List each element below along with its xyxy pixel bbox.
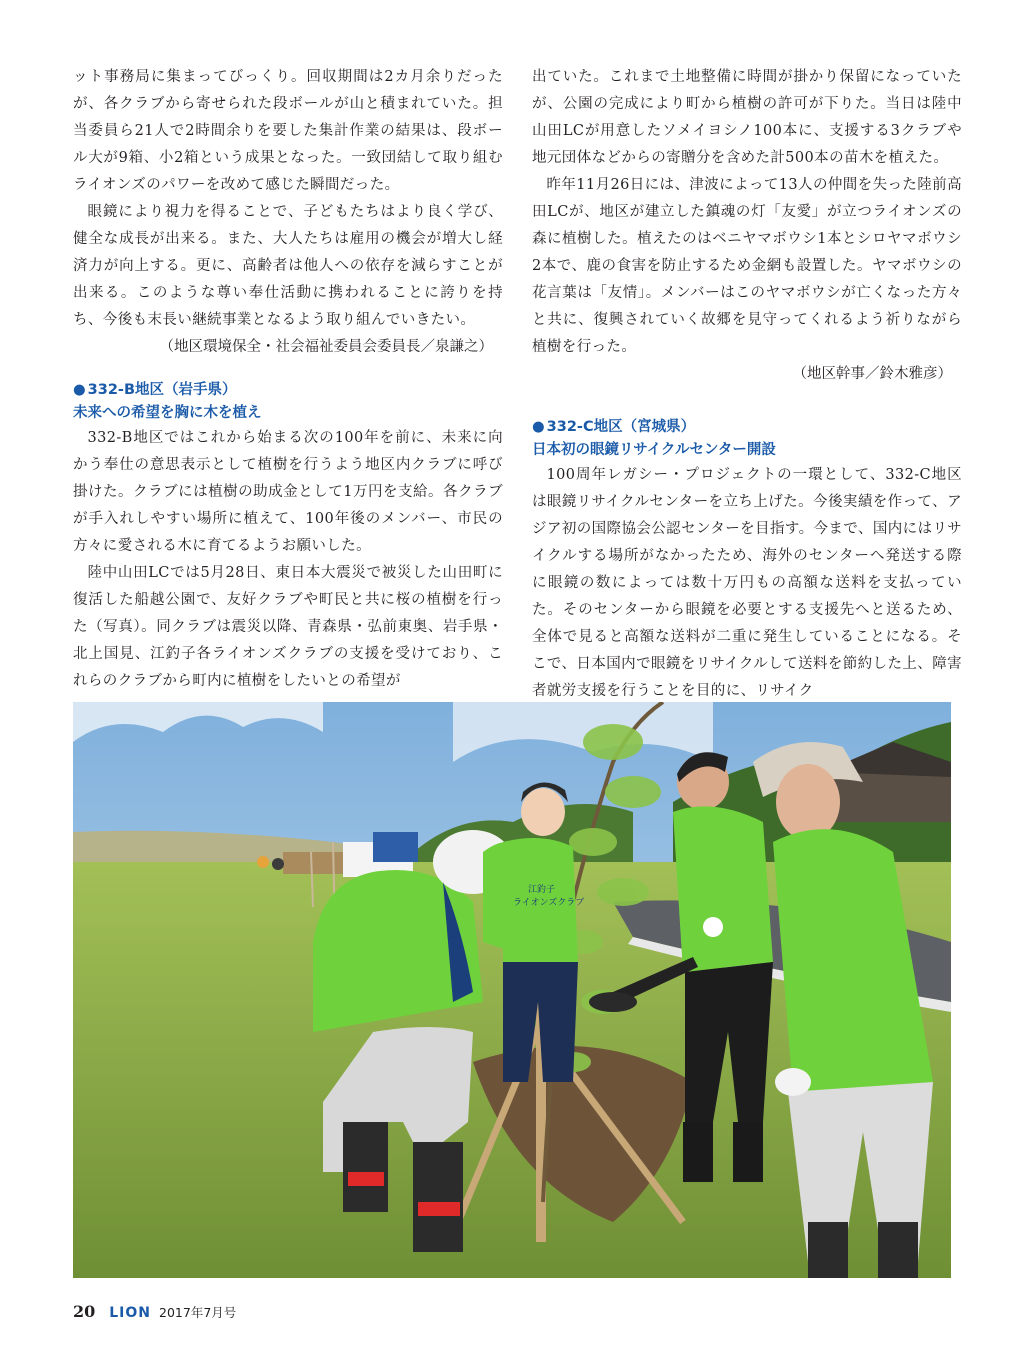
section-title: 未来への希望を胸に木を植え	[73, 405, 262, 421]
page-number: 20	[73, 1302, 96, 1321]
section-district-heading: ● 332-B地区（岩手県）	[73, 382, 237, 398]
body-paragraph: 出ていた。これまで土地整備に時間が掛かり保留になっていたが、公園の完成により町から植樹の許可が下りた。当日は陸中山田LCが用意したソメイヨシノ100本に、支援する3クラブや地元団体などからの寄贈分を含めた計500本の苗木を植えた。	[532, 69, 962, 166]
body-paragraph: 100周年レガシー・プロジェクトの一環として、332-C地区は眼鏡リサイクルセンターを立ち上げた。今後実績を作って、アジア初の国際協会公認センターを目指す。今まで、国内にはリサイクルする場所がなかったため、海外のセンターへ発送する際に眼鏡の数によっては数十万円もの高額な送料を支払っていた。そのセンターから眼鏡を必要とする支援先へと送るため、全体で見ると高額な送料が二重に発生していることになる。そこで、日本国内で眼鏡をリサイクルして送料を節約した上、障害者就労支援を行うことを目的に、リサイク	[532, 467, 962, 699]
section-332-b	[73, 379, 503, 695]
magazine-name: LION	[109, 1305, 152, 1321]
page-footer	[73, 1302, 236, 1326]
body-paragraph: 332-B地区ではこれから始まる次の100年を前に、未来に向かう奉仕の意思表示として植樹を行うよう地区内クラブに呼び掛けた。クラブには植樹の助成金として1万円を支給。各クラブが手入れしやすい場所に植えて、100年後のメンバー、市民の方々に愛される木に育てるようお願いした。	[73, 430, 503, 554]
section-332-c	[532, 416, 962, 705]
body-paragraph: 昨年11月26日には、津波によって13人の仲間を失った陸前高田LCが、地区が建立した鎮魂の灯「友愛」が立つライオンズの森に植樹した。植えたのはベニヤマボウシ1本とシロヤマボウシ2本で、鹿の食害を防止するため金網も設置した。ヤマボウシの花言葉は「友情」。メンバーはこのヤマボウシが亡くなった方々と共に、復興されていく故郷を見守ってくれるよう祈りながら植樹を行った。	[532, 177, 962, 355]
tree-planting-photo	[73, 702, 951, 1278]
body-paragraph: 陸中山田LCでは5月28日、東日本大震災で被災した山田町に復活した船越公園で、友好クラブや町民と共に桜の植樹を行った（写真）。同クラブは震災以降、青森県・弘前東奥、岩手県・北上国見、江釣子各ライオンズクラブの支援を受けており、これらのクラブから町内に植樹をしたいとの希望が	[73, 565, 503, 689]
photo-illustration	[73, 702, 951, 1278]
body-paragraph: ット事務局に集まってびっくり。回収期間は2カ月余りだったが、各クラブから寄せられた段ボールが山と積まれていた。担当委員ら21人で2時間余りを要した集計作業の結果は、段ボール大が9箱、小2箱という成果となった。一致団結して取り組むライオンズのパワーを改めて感じた瞬間だった。	[73, 69, 503, 193]
issue-date: 2017年7月号	[159, 1305, 237, 1320]
section-title: 日本初の眼鏡リサイクルセンター開設	[532, 442, 776, 458]
section-district-heading: ● 332-C地区（宮城県）	[532, 419, 696, 435]
right-column	[532, 64, 962, 705]
left-column	[73, 64, 503, 695]
bullet-icon: ●	[73, 382, 86, 398]
body-paragraph: 眼鏡により視力を得ることで、子どもたちはより良く学び、健全な成長が出来る。また、大人たちは雇用の機会が増大し経済力が向上する。更に、高齢者は他人への依存を減らすことが出来る。このような尊い奉仕活動に携われることに誇りを持ち、今後も末長い継続事業となるよう取り組んでいきたい。	[73, 204, 503, 328]
bullet-icon: ●	[532, 419, 545, 435]
author-signature: （地区幹事／鈴木雅彦）	[792, 366, 952, 382]
vest-text: 江釣子	[528, 885, 556, 895]
vest-text: ライオンズクラブ	[513, 898, 585, 908]
author-signature: （地区環境保全・社会福祉委員会委員長／泉謙之）	[159, 339, 493, 355]
